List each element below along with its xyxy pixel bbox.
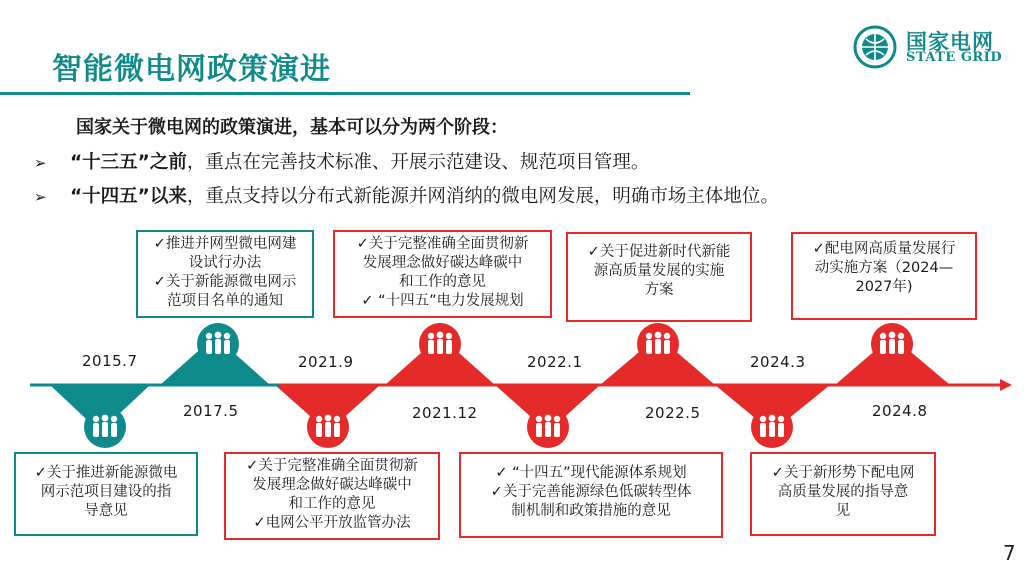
bullet-bold: “十四五”以来 — [70, 186, 187, 207]
logo-text-en: STATE GRID — [906, 50, 1003, 65]
policy-box-bottom — [224, 452, 440, 540]
timeline-date: 2021.9 — [298, 353, 354, 371]
policy-line: ✓推进并网型微电网建 — [153, 236, 297, 252]
policy-line: 发展理念做好碳达峰碳中 — [362, 255, 523, 271]
people-icon — [307, 406, 349, 448]
policy-line: ✓关于推进新能源微电 — [34, 465, 178, 481]
logo-text-cn: 国家电网 — [906, 30, 994, 54]
people-icon — [197, 323, 239, 365]
policy-box-bottom — [14, 452, 198, 536]
bullet-text: ，重点在完善技术标准、开展示范建设、规范项目管理。 — [186, 152, 650, 173]
policy-line: ✓ “十四五”现代能源体系规划 — [495, 465, 687, 481]
bullet-arrow-icon: ➢ — [34, 188, 47, 206]
policy-line: ✓关于新形势下配电网 — [771, 465, 915, 481]
policy-line: ✓关于完整准确全面贯彻新 — [246, 458, 418, 474]
people-icon — [871, 323, 913, 365]
timeline-date: 2024.8 — [872, 402, 928, 420]
page-number: 7 — [1003, 541, 1016, 565]
policy-line: ✓ “十四五”电力发展规划 — [361, 293, 524, 309]
people-icon — [527, 406, 569, 448]
timeline-date: 2017.5 — [183, 402, 239, 420]
timeline-date: 2021.12 — [412, 404, 478, 422]
people-icon — [751, 406, 793, 448]
bullet-text: ，重点支持以分布式新能源并网消纳的微电网发展，明确市场主体地位。 — [186, 186, 779, 207]
policy-box-top — [136, 230, 314, 318]
policy-box-top — [791, 232, 977, 320]
intro-text: 国家关于微电网的政策演进，基本可以分为两个阶段： — [76, 117, 508, 138]
policy-line: 高质量发展的指导意 — [777, 484, 909, 500]
people-icon — [84, 406, 126, 448]
policy-line: 发展理念做好碳达峰碳中 — [252, 477, 412, 493]
policy-line: 源高质量发展的实施 — [593, 263, 725, 279]
timeline-date: 2022.5 — [645, 404, 701, 422]
timeline-date: 2022.1 — [527, 353, 583, 371]
policy-line: 设试行办法 — [188, 255, 262, 271]
policy-line: 动实施方案（2024— — [814, 260, 954, 276]
policy-line: ✓关于完整准确全面贯彻新 — [356, 236, 529, 252]
policy-line: 方案 — [644, 282, 674, 298]
timeline-date: 2024.3 — [750, 353, 806, 371]
policy-line: ✓电网公平开放监管办法 — [253, 515, 411, 531]
policy-line: 网示范项目建设的指 — [40, 484, 172, 500]
policy-line: 2027年) — [855, 279, 913, 295]
people-icon — [419, 323, 461, 365]
bullet-bold: “十三五”之前 — [70, 152, 187, 173]
policy-box-top — [566, 232, 752, 322]
policy-line: 导意见 — [84, 503, 128, 519]
policy-box-bottom — [750, 452, 936, 536]
policy-line: 和工作的意见 — [399, 274, 486, 290]
policy-line: 和工作的意见 — [288, 496, 376, 512]
bullet-arrow-icon: ➢ — [34, 154, 47, 172]
people-icon — [637, 323, 679, 365]
policy-line: ✓关于促进新时代新能 — [587, 244, 731, 260]
policy-line: ✓关于新能源微电网示 — [153, 274, 297, 290]
timeline-date: 2015.7 — [82, 352, 138, 370]
policy-line: 范项目名单的通知 — [167, 293, 283, 309]
timeline-arrowhead-icon — [1000, 379, 1012, 391]
policy-line: ✓关于完善能源绿色低碳转型体 — [490, 484, 692, 500]
policy-box-top — [333, 230, 552, 318]
policy-line: ✓配电网高质量发展行 — [812, 241, 956, 257]
page-title: 智能微电网政策演进 — [52, 52, 331, 87]
policy-line: 见 — [835, 503, 851, 519]
policy-box-bottom — [459, 452, 723, 538]
policy-line: 制机制和政策措施的意见 — [511, 503, 671, 519]
